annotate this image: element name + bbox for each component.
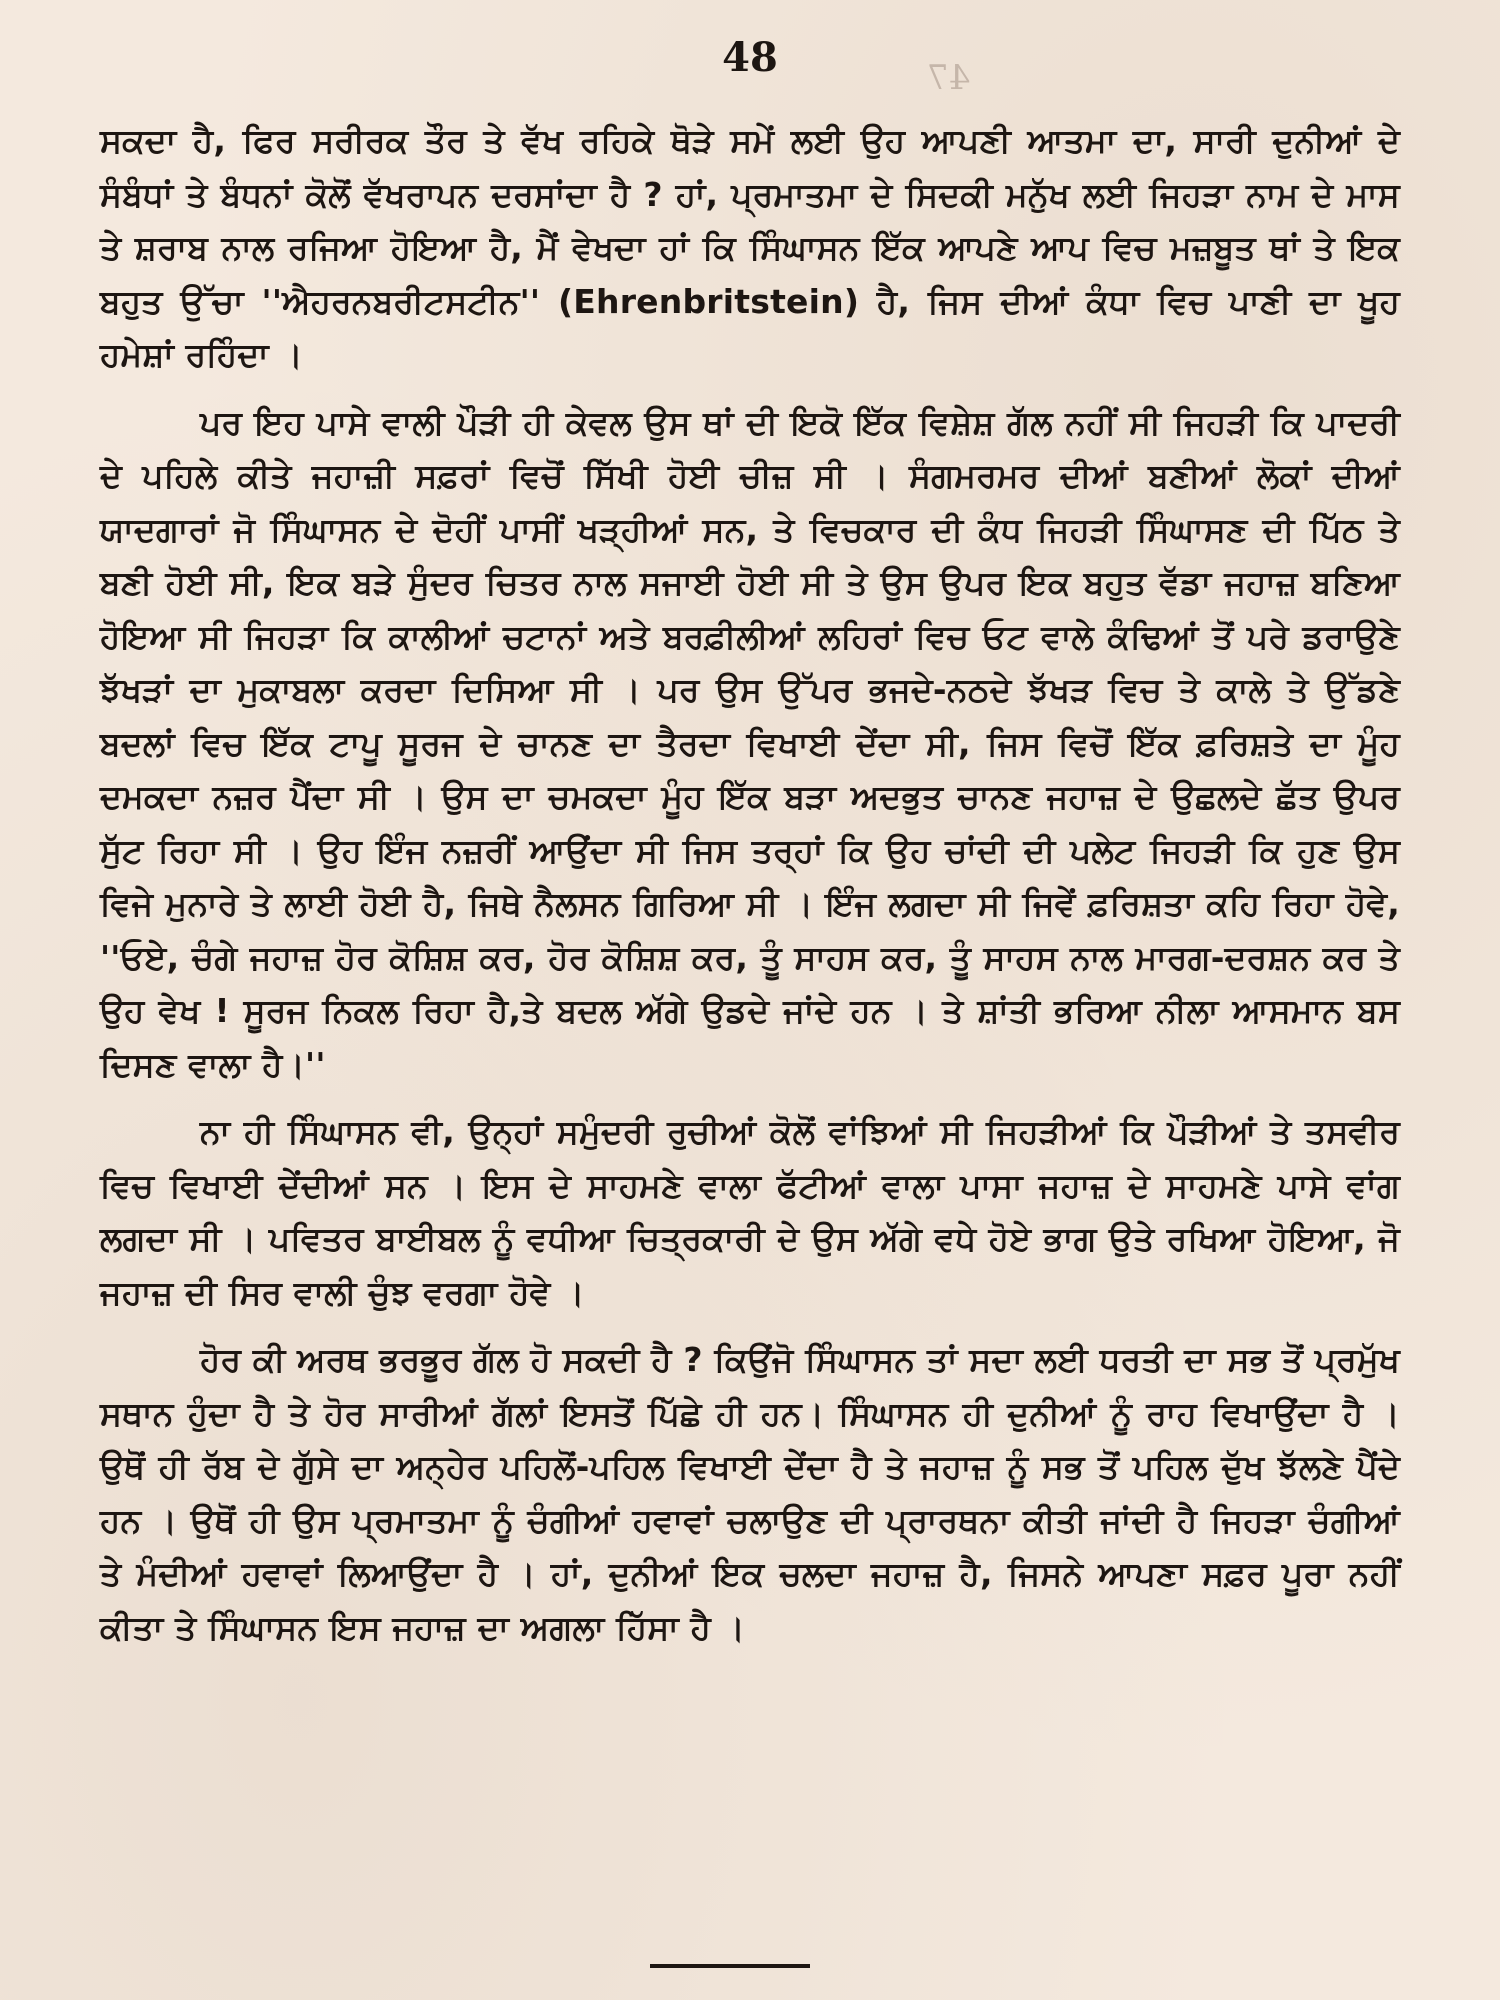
paragraph-1: ਸਕਦਾ ਹੈ, ਫਿਰ ਸਰੀਰਕ ਤੌਰ ਤੇ ਵੱਖ ਰਹਿਕੇ ਥੋੜੇ ਸਮੇਂ ਲਈ ਉਹ ਆਪਣੀ ਆਤਮਾ ਦਾ, ਸਾਰੀ ਦੁਨੀਆਂ ਦੇ ਸੰਬੰਧਾਂ ਤੇ ਬੰਧਨਾਂ ਕੋਲੋਂ ਵੱਖਰਾਪਨ ਦਰਸਾਂਦਾ ਹੈ ? ਹਾਂ, ਪ੍ਰਮਾਤਮਾ ਦੇ ਸਿਦਕੀ ਮਨੁੱਖ ਲਈ ਜਿਹੜਾ ਨਾਮ ਦੇ ਮਾਸ ਤੇ ਸ਼ਰਾਬ ਨਾਲ ਰਜਿਆ ਹੋਇਆ ਹੈ, ਮੈਂ ਵੇਖਦਾ ਹਾਂ ਕਿ ਸਿੰਘਾਸਨ ਇੱਕ ਆਪਣੇ ਆਪ ਵਿਚ ਮਜ਼ਬੂਤ ਥਾਂ ਤੇ ਇਕ ਬਹੁਤ ਉੱਚਾ ''ਐਹਰਨਬਰੀਟਸਟੀਨ'' (Ehrenbritstein) ਹੈ, ਜਿਸ ਦੀਆਂ ਕੰਧਾ ਵਿਚ ਪਾਣੀ ਦਾ ਖੂਹ ਹਮੇਸ਼ਾਂ ਰਹਿੰਦਾ । xyxy=(100,121,1400,374)
section-end-rule xyxy=(650,1964,810,1968)
paragraph-4: ਹੋਰ ਕੀ ਅਰਥ ਭਰਭੂਰ ਗੱਲ ਹੋ ਸਕਦੀ ਹੈ ? ਕਿਉਂਜੋ ਸਿੰਘਾਸਨ ਤਾਂ ਸਦਾ ਲਈ ਧਰਤੀ ਦਾ ਸਭ ਤੋਂ ਪ੍ਰਮੁੱਖ ਸਥਾਨ ਹੁੰਦਾ ਹੈ ਤੇ ਹੋਰ ਸਾਰੀਆਂ ਗੱਲਾਂ ਇਸਤੋਂ ਪਿੱਛੇ ਹੀ ਹਨ। ਸਿੰਘਾਸਨ ਹੀ ਦੁਨੀਆਂ ਨੂੰ ਰਾਹ ਵਿਖਾਉਂਦਾ ਹੈ । ਉਥੋਂ ਹੀ ਰੱਬ ਦੇ ਗੁੱਸੇ ਦਾ ਅਨ੍ਹੇਰ ਪਹਿਲੋਂ-ਪਹਿਲ ਵਿਖਾਈ ਦੇਂਦਾ ਹੈ ਤੇ ਜਹਾਜ਼ ਨੂੰ ਸਭ ਤੋਂ ਪਹਿਲ ਦੁੱਖ ਝੱਲਣੇ ਪੈਂਦੇ ਹਨ । ਉਥੋਂ ਹੀ ਉਸ ਪ੍ਰਮਾਤਮਾ ਨੂੰ ਚੰਗੀਆਂ ਹਵਾਵਾਂ ਚਲਾਉਣ ਦੀ ਪ੍ਰਾਰਥਨਾ ਕੀਤੀ ਜਾਂਦੀ ਹੈ ਜਿਹੜਾ ਚੰਗੀਆਂ ਤੇ ਮੰਦੀਆਂ ਹਵਾਵਾਂ ਲਿਆਉਂਦਾ ਹੈ । ਹਾਂ, ਦੁਨੀਆਂ ਇਕ ਚਲਦਾ ਜਹਾਜ਼ ਹੈ, ਜਿਸਨੇ ਆਪਣਾ ਸਫ਼ਰ ਪੂਰਾ ਨਹੀਂ ਕੀਤਾ ਤੇ ਸਿੰਘਾਸਨ ਇਸ ਜਹਾਜ਼ ਦਾ ਅਗਲਾ ਹਿੱਸਾ ਹੈ । xyxy=(100,1340,1400,1647)
page-number: 48 xyxy=(722,34,778,81)
show-through-page-number: 47 xyxy=(926,58,970,98)
paragraph-3: ਨਾ ਹੀ ਸਿੰਘਾਸਨ ਵੀ, ਉਨ੍ਹਾਂ ਸਮੁੰਦਰੀ ਰੁਚੀਆਂ ਕੋਲੋਂ ਵਾਂਝਿਆਂ ਸੀ ਜਿਹੜੀਆਂ ਕਿ ਪੌੜੀਆਂ ਤੇ ਤਸਵੀਰ ਵਿਚ ਵਿਖਾਈ ਦੇਂਦੀਆਂ ਸਨ । ਇਸ ਦੇ ਸਾਹਮਣੇ ਵਾਲਾ ਫੱਟੀਆਂ ਵਾਲਾ ਪਾਸਾ ਜਹਾਜ਼ ਦੇ ਸਾਹਮਣੇ ਪਾਸੇ ਵਾਂਗ ਲਗਦਾ ਸੀ । ਪਵਿਤਰ ਬਾਈਬਲ ਨੂੰ ਵਧੀਆ ਚਿਤ੍ਰਕਾਰੀ ਦੇ ਉਸ ਅੱਗੇ ਵਧੇ ਹੋਏ ਭਾਗ ਉਤੇ ਰਖਿਆ ਹੋਇਆ, ਜੋ ਜਹਾਜ਼ ਦੀ ਸਿਰ ਵਾਲੀ ਚੁੰਝ ਵਰਗਾ ਹੋਵੇ । xyxy=(100,1112,1400,1312)
paragraph-2: ਪਰ ਇਹ ਪਾਸੇ ਵਾਲੀ ਪੌੜੀ ਹੀ ਕੇਵਲ ਉਸ ਥਾਂ ਦੀ ਇਕੋ ਇੱਕ ਵਿਸ਼ੇਸ਼ ਗੱਲ ਨਹੀਂ ਸੀ ਜਿਹੜੀ ਕਿ ਪਾਦਰੀ ਦੇ ਪਹਿਲੇ ਕੀਤੇ ਜਹਾਜ਼ੀ ਸਫ਼ਰਾਂ ਵਿਚੋਂ ਸਿੱਖੀ ਹੋਈ ਚੀਜ਼ ਸੀ । ਸੰਗਮਰਮਰ ਦੀਆਂ ਬਣੀਆਂ ਲੋਕਾਂ ਦੀਆਂ ਯਾਦਗਾਰਾਂ ਜੋ ਸਿੰਘਾਸਨ ਦੇ ਦੋਹੀਂ ਪਾਸੀਂ ਖੜ੍ਹੀਆਂ ਸਨ, ਤੇ ਵਿਚਕਾਰ ਦੀ ਕੰਧ ਜਿਹੜੀ ਸਿੰਘਾਸਣ ਦੀ ਪਿੱਠ ਤੇ ਬਣੀ ਹੋਈ ਸੀ, ਇਕ ਬੜੇ ਸੁੰਦਰ ਚਿਤਰ ਨਾਲ ਸਜਾਈ ਹੋਈ ਸੀ ਤੇ ਉਸ ਉਪਰ ਇਕ ਬਹੁਤ ਵੱਡਾ ਜਹਾਜ਼ ਬਣਿਆ ਹੋਇਆ ਸੀ ਜਿਹੜਾ ਕਿ ਕਾਲੀਆਂ ਚਟਾਨਾਂ ਅਤੇ ਬਰਫ਼ੀਲੀਆਂ ਲਹਿਰਾਂ ਵਿਚ ਓਟ ਵਾਲੇ ਕੰਢਿਆਂ ਤੋਂ ਪਰੇ ਡਰਾਉਣੇ ਝੱਖੜਾਂ ਦਾ ਮੁਕਾਬਲਾ ਕਰਦਾ ਦਿਸਿਆ ਸੀ । ਪਰ ਉਸ ਉੱਪਰ ਭਜਦੇ-ਨਠਦੇ ਝੱਖੜ ਵਿਚ ਤੇ ਕਾਲੇ ਤੇ ਉੱਡਣੇ ਬਦਲਾਂ ਵਿਚ ਇੱਕ ਟਾਪੂ ਸੂਰਜ ਦੇ ਚਾਨਣ ਦਾ ਤੈਰਦਾ ਵਿਖਾਈ ਦੇਂਦਾ ਸੀ, ਜਿਸ ਵਿਚੋਂ ਇੱਕ ਫ਼ਰਿਸ਼ਤੇ ਦਾ ਮੂੰਹ ਦਮਕਦਾ ਨਜ਼ਰ ਪੈਂਦਾ ਸੀ । ਉਸ ਦਾ ਚਮਕਦਾ ਮੂੰਹ ਇੱਕ ਬੜਾ ਅਦਭੁਤ ਚਾਨਣ ਜਹਾਜ਼ ਦੇ ਉਛਲਦੇ ਛੱਤ ਉਪਰ ਸੁੱਟ ਰਿਹਾ ਸੀ । ਉਹ ਇੰਜ ਨਜ਼ਰੀਂ ਆਉਂਦਾ ਸੀ ਜਿਸ ਤਰ੍ਹਾਂ ਕਿ ਉਹ ਚਾਂਦੀ ਦੀ ਪਲੇਟ ਜਿਹੜੀ ਕਿ ਹੁਣ ਉਸ ਵਿਜੇ ਮੁਨਾਰੇ ਤੇ ਲਾਈ ਹੋਈ ਹੈ, ਜਿਥੇ ਨੈਲਸਨ ਗਿਰਿਆ ਸੀ । ਇੰਜ ਲਗਦਾ ਸੀ ਜਿਵੇਂ ਫ਼ਰਿਸ਼ਤਾ ਕਹਿ ਰਿਹਾ ਹੋਵੇ, ''ਓਏ, ਚੰਗੇ ਜਹਾਜ਼ ਹੋਰ ਕੋਸ਼ਿਸ਼ ਕਰ, ਹੋਰ ਕੋਸ਼ਿਸ਼ ਕਰ, ਤੂੰ ਸਾਹਸ ਕਰ, ਤੂੰ ਸਾਹਸ ਨਾਲ ਮਾਰਗ-ਦਰਸ਼ਨ ਕਰ ਤੇ ਉਹ ਵੇਖ ! ਸੂਰਜ ਨਿਕਲ ਰਿਹਾ ਹੈ,ਤੇ ਬਦਲ ਅੱਗੇ ਉਡਦੇ ਜਾਂਦੇ ਹਨ । ਤੇ ਸ਼ਾਂਤੀ ਭਰਿਆ ਨੀਲਾ ਆਸਮਾਨ ਬਸ ਦਿਸਣ ਵਾਲਾ ਹੈ।'' xyxy=(100,402,1400,1084)
